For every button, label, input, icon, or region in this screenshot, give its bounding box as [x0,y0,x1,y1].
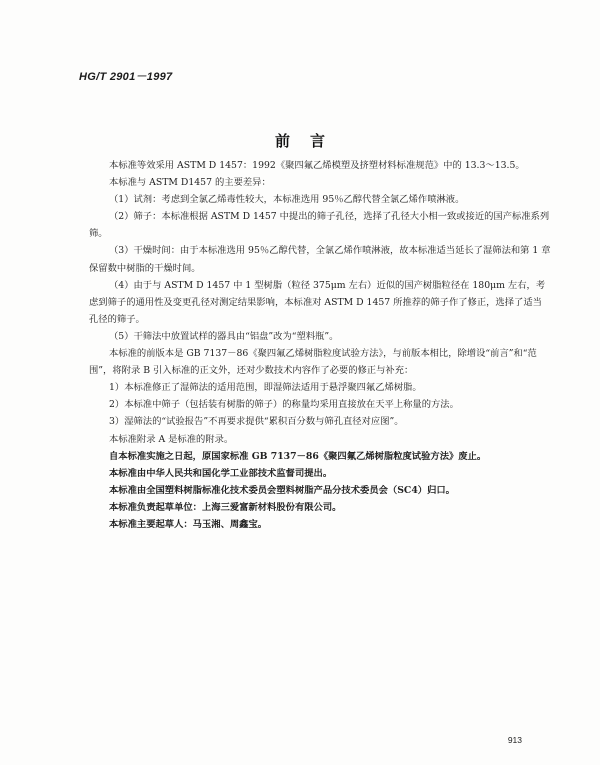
paragraph: 1）本标准修正了湿筛法的适用范围，即湿筛法适用于悬浮聚四氟乙烯树脂。 [109,382,422,394]
paragraph: 本标准负责起草单位：上海三爱富新材料股份有限公司。 [109,501,342,513]
paragraph: 3）湿筛法的“试验报告”不再要求提供“累积百分数与筛孔直径对应图”。 [109,416,404,428]
page-title: 前言 [274,132,345,150]
paragraph: 2）本标准中筛子（包括装有树脂的筛子）的称量均采用直接放在天平上称量的方法。 [109,399,459,411]
paragraph: 本标准主要起草人：马玉湘、周鑫宝。 [109,518,268,530]
foreword-body [89,157,551,533]
paragraph: （1）试剂：考虑到全氯乙烯毒性较大，本标准选用 95％乙醇代替全氯乙烯作喷淋液。 [109,194,465,206]
paragraph: 本标准由中华人民共和国化学工业部技术监督司提出。 [109,467,333,479]
paragraph: 自本标准实施之日起，原国家标准 GB 7137－86《聚四氟乙烯树脂粒度试验方法》废止。 [109,450,487,462]
paragraph: 本标准的前版本是 GB 7137－86《聚四氟乙烯树脂粒度试验方法》，与前版本相比，除增设“前言”和“范围”，将附录 B 引入标准的正文外，还对少数技术内容作了必要的修正与补充： [89,348,537,377]
paragraph: （3）干燥时间：由于本标准选用 95％乙醇代替，全氯乙烯作喷淋液，故本标准适当延长了湿筛法和第 1 章保留数中树脂的干燥时间。 [89,245,551,274]
paragraph: （5）干筛法中放置试样的器具由“铝盘”改为“塑料瓶”。 [109,330,339,342]
paragraph: 本标准由全国塑料树脂标准化技术委员会塑料树脂产品分技术委员会（SC4）归口。 [109,484,455,496]
page-number: 913 [507,735,522,745]
standard-code: HG/T 2901－1997 [79,71,173,83]
paragraph: 本标准等效采用 ASTM D 1457：1992《聚四氟乙烯模塑及挤塑材料标准规范》中的 13.3～13.5。 [109,160,525,171]
paragraph: 本标准附录 A 是标准的附录。 [109,433,234,445]
paragraph: （2）筛子：本标准根据 ASTM D 1457 中提出的筛子孔径，选择了孔径大小相一致或接近的国产标准系列筛。 [89,211,550,240]
paragraph: （4）由于与 ASTM D 1457 中 1 型树脂（粒径 375μm 左右）近似的国产树脂粒径在 180μm 左右，考虑到筛子的通用性及变更孔径对测定结果影响，本标准对 ASTM D 1457 所推荐的筛子作了修正，选择了适当孔径的筛子。 [89,279,546,325]
paragraph: 本标准与 ASTM D1457 的主要差异： [109,177,271,189]
